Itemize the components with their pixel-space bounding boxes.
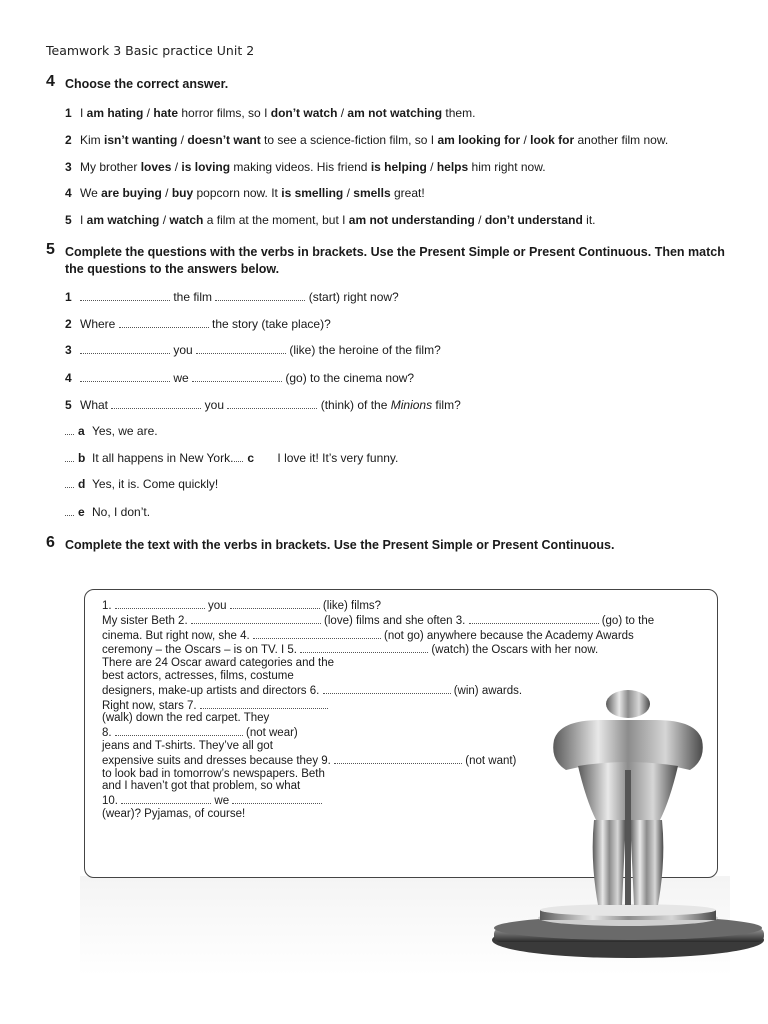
exercise-5-number: 5 bbox=[46, 241, 55, 258]
item-text: to see a science-fiction film, so I bbox=[260, 133, 438, 147]
answer-blank[interactable] bbox=[80, 371, 170, 382]
answer-text: No, I don’t. bbox=[92, 505, 151, 519]
answer-a bbox=[65, 424, 158, 438]
answer-blank[interactable] bbox=[111, 398, 201, 409]
answer-blank[interactable] bbox=[323, 683, 451, 694]
item-number: 1 bbox=[65, 290, 72, 304]
line-text: you bbox=[204, 600, 230, 612]
answer-text: Yes, it is. Come quickly! bbox=[92, 477, 219, 491]
item-text: We bbox=[80, 186, 102, 200]
answer-blank[interactable] bbox=[115, 725, 243, 736]
question-item bbox=[65, 160, 546, 174]
answer-blank[interactable] bbox=[65, 478, 74, 488]
answer-blank[interactable] bbox=[230, 598, 320, 609]
choice-option[interactable]: am watching bbox=[86, 213, 160, 227]
line-text: (love) films and she often 3. bbox=[320, 614, 469, 627]
item-text: (think) of the bbox=[317, 398, 391, 412]
answer-blank[interactable] bbox=[65, 506, 74, 516]
answer-blank[interactable] bbox=[80, 343, 170, 354]
choice-option[interactable]: helps bbox=[436, 160, 469, 174]
answer-blank[interactable] bbox=[121, 793, 211, 804]
choice-option[interactable]: hate bbox=[153, 106, 179, 120]
choice-option[interactable]: am not understanding bbox=[348, 213, 475, 227]
question-item bbox=[65, 213, 595, 227]
line-text: (like) films? bbox=[319, 600, 382, 612]
answer-e bbox=[65, 505, 150, 519]
item-text: (go) to the cinema now? bbox=[282, 371, 415, 385]
item-text: him right now. bbox=[468, 160, 546, 174]
question-item bbox=[65, 371, 414, 385]
line-text: we bbox=[211, 795, 233, 808]
choice-option[interactable]: doesn’t want bbox=[187, 133, 261, 147]
answer-blank[interactable] bbox=[80, 290, 170, 301]
item-number: 5 bbox=[65, 213, 72, 227]
choice-option[interactable]: am not watching bbox=[347, 106, 443, 120]
exercise-6-number: 6 bbox=[46, 534, 55, 551]
answer-letter: b bbox=[78, 451, 86, 465]
answer-letter: e bbox=[78, 505, 85, 519]
item-text: / bbox=[426, 160, 437, 174]
line-text: There are 24 Oscar award categories and the bbox=[102, 657, 335, 670]
line-text: ceremony – the Oscars – is on TV. I 5. bbox=[102, 644, 301, 657]
question-item bbox=[65, 106, 475, 120]
question-item bbox=[65, 290, 399, 304]
answer-letter: c bbox=[247, 451, 255, 465]
choice-option[interactable]: isn’t wanting bbox=[104, 133, 178, 147]
choice-option[interactable]: buy bbox=[171, 186, 194, 200]
item-text: Where bbox=[80, 317, 119, 331]
answer-letter: d bbox=[78, 477, 86, 491]
item-number: 4 bbox=[65, 371, 72, 385]
answer-d bbox=[65, 477, 218, 491]
choice-option[interactable]: am hating bbox=[86, 106, 144, 120]
answer-blank[interactable] bbox=[196, 343, 286, 354]
item-text: it. bbox=[582, 213, 596, 227]
answer-blank[interactable] bbox=[227, 398, 317, 409]
item-number: 2 bbox=[65, 317, 72, 331]
line-text: and I haven’t got that problem, so what bbox=[102, 780, 301, 793]
answer-letter: a bbox=[78, 424, 85, 438]
line-text: (not wear) bbox=[242, 727, 298, 740]
choice-option[interactable]: are buying bbox=[101, 186, 162, 200]
item-text: / bbox=[343, 186, 354, 200]
answer-blank[interactable] bbox=[469, 613, 599, 624]
item-text: Minions bbox=[390, 398, 433, 412]
line-text: 10. bbox=[102, 795, 122, 808]
line-text: Right now, stars 7. bbox=[102, 699, 200, 712]
question-item bbox=[65, 317, 331, 331]
item-text: the film bbox=[170, 290, 216, 304]
item-number: 4 bbox=[65, 186, 72, 200]
item-text: you bbox=[201, 398, 228, 412]
line-text: cinema. But right now, she 4. bbox=[102, 629, 253, 642]
item-text: / bbox=[171, 160, 182, 174]
item-text: Kim bbox=[80, 133, 104, 147]
item-text: another film now. bbox=[574, 133, 669, 147]
answer-b-c bbox=[65, 451, 398, 465]
text-line bbox=[102, 613, 702, 628]
item-text: a film at the moment, but I bbox=[203, 213, 349, 227]
question-item bbox=[65, 398, 461, 412]
item-text: film? bbox=[432, 398, 461, 412]
text-line bbox=[102, 670, 702, 683]
line-text: 8. bbox=[102, 727, 115, 740]
item-text: My brother bbox=[80, 160, 141, 174]
line-text: (win) awards. bbox=[450, 684, 523, 697]
item-number: 1 bbox=[65, 106, 72, 120]
oscar-statue-icon bbox=[490, 690, 768, 965]
answer-blank[interactable] bbox=[232, 793, 322, 804]
choice-option[interactable]: don’t watch bbox=[270, 106, 338, 120]
choice-option[interactable]: is helping bbox=[370, 160, 427, 174]
answer-blank[interactable] bbox=[65, 425, 74, 435]
answer-text: I love it! It’s very funny. bbox=[277, 451, 399, 465]
line-text: (not go) anywhere because the Academy Awards bbox=[380, 629, 634, 642]
choice-option[interactable]: loves bbox=[140, 160, 172, 174]
item-text: / bbox=[177, 133, 188, 147]
answer-blank[interactable] bbox=[300, 642, 428, 653]
text-line bbox=[102, 628, 702, 643]
line-text: to look bad in tomorrow’s newspapers. Beth bbox=[102, 767, 325, 780]
exercise-4-number: 4 bbox=[46, 73, 55, 90]
exercise-6-title: Complete the text with the verbs in brackets. Use the Present Simple or Present Continuous. bbox=[65, 538, 615, 552]
choice-option[interactable]: smells bbox=[353, 186, 391, 200]
item-text: / bbox=[143, 106, 154, 120]
item-text: I bbox=[80, 213, 87, 227]
choice-option[interactable]: don’t understand bbox=[484, 213, 583, 227]
item-number: 2 bbox=[65, 133, 72, 147]
question-item bbox=[65, 186, 425, 200]
choice-option[interactable]: watch bbox=[169, 213, 204, 227]
text-line bbox=[102, 657, 702, 670]
text-line bbox=[102, 642, 702, 657]
line-text: designers, make-up artists and directors 6. bbox=[102, 684, 323, 697]
exercise-5-title: Complete the questions with the verbs in brackets. Use the Present Simple or Present Continuous. Then match the questions to the answers below. bbox=[65, 245, 725, 276]
answer-blank[interactable] bbox=[215, 290, 305, 301]
line-text: expensive suits and dresses because they 9. bbox=[102, 754, 335, 767]
answer-text: It all happens in New York. bbox=[92, 451, 234, 465]
item-text: / bbox=[161, 186, 172, 200]
line-text: 1. bbox=[102, 600, 115, 612]
answer-blank[interactable] bbox=[119, 317, 209, 328]
line-text: (walk) down the red carpet. They bbox=[102, 712, 270, 725]
item-text: horror films, so I bbox=[178, 106, 271, 120]
item-number: 3 bbox=[65, 343, 72, 357]
line-text: My sister Beth 2. bbox=[102, 614, 191, 627]
exercise-4-title: Choose the correct answer. bbox=[65, 77, 229, 91]
answer-blank[interactable] bbox=[192, 371, 282, 382]
line-text: (go) to the bbox=[598, 614, 655, 627]
choice-option[interactable]: is smelling bbox=[281, 186, 344, 200]
line-text: (not want) bbox=[462, 754, 517, 767]
item-text: (like) the heroine of the film? bbox=[286, 343, 441, 357]
item-text: popcorn now. It bbox=[193, 186, 282, 200]
line-text: (watch) the Oscars with her now. bbox=[428, 644, 599, 657]
page-header: Teamwork 3 Basic practice Unit 2 bbox=[46, 43, 255, 58]
item-text: / bbox=[337, 106, 348, 120]
item-text: / bbox=[159, 213, 170, 227]
answer-text: Yes, we are. bbox=[92, 424, 158, 438]
line-text: best actors, actresses, films, costume bbox=[102, 669, 294, 682]
line-text: (wear)? Pyjamas, of course! bbox=[102, 807, 246, 820]
answer-blank[interactable] bbox=[253, 628, 381, 639]
item-text: I bbox=[80, 106, 87, 120]
question-item bbox=[65, 133, 668, 147]
item-text: / bbox=[474, 213, 485, 227]
item-text: great! bbox=[390, 186, 425, 200]
item-text: you bbox=[170, 343, 197, 357]
answer-blank[interactable] bbox=[191, 613, 321, 624]
choice-option[interactable]: look for bbox=[530, 133, 575, 147]
item-text: the story (take place)? bbox=[208, 317, 331, 331]
question-item bbox=[65, 343, 441, 357]
answer-blank[interactable] bbox=[234, 452, 243, 462]
line-text: jeans and T-shirts. They’ve all got bbox=[102, 739, 273, 752]
answer-blank[interactable] bbox=[115, 598, 205, 609]
choice-option[interactable]: is loving bbox=[181, 160, 231, 174]
choice-option[interactable]: am looking for bbox=[437, 133, 521, 147]
answer-blank[interactable] bbox=[334, 753, 462, 764]
item-number: 5 bbox=[65, 398, 72, 412]
text-line bbox=[102, 598, 702, 613]
answer-blank[interactable] bbox=[65, 452, 74, 462]
item-text: / bbox=[520, 133, 531, 147]
item-text: them. bbox=[442, 106, 476, 120]
item-text: (start) right now? bbox=[305, 290, 399, 304]
item-text: What bbox=[80, 398, 112, 412]
item-number: 3 bbox=[65, 160, 72, 174]
answer-blank[interactable] bbox=[200, 698, 328, 709]
item-text: we bbox=[170, 371, 193, 385]
item-text: making videos. His friend bbox=[230, 160, 371, 174]
